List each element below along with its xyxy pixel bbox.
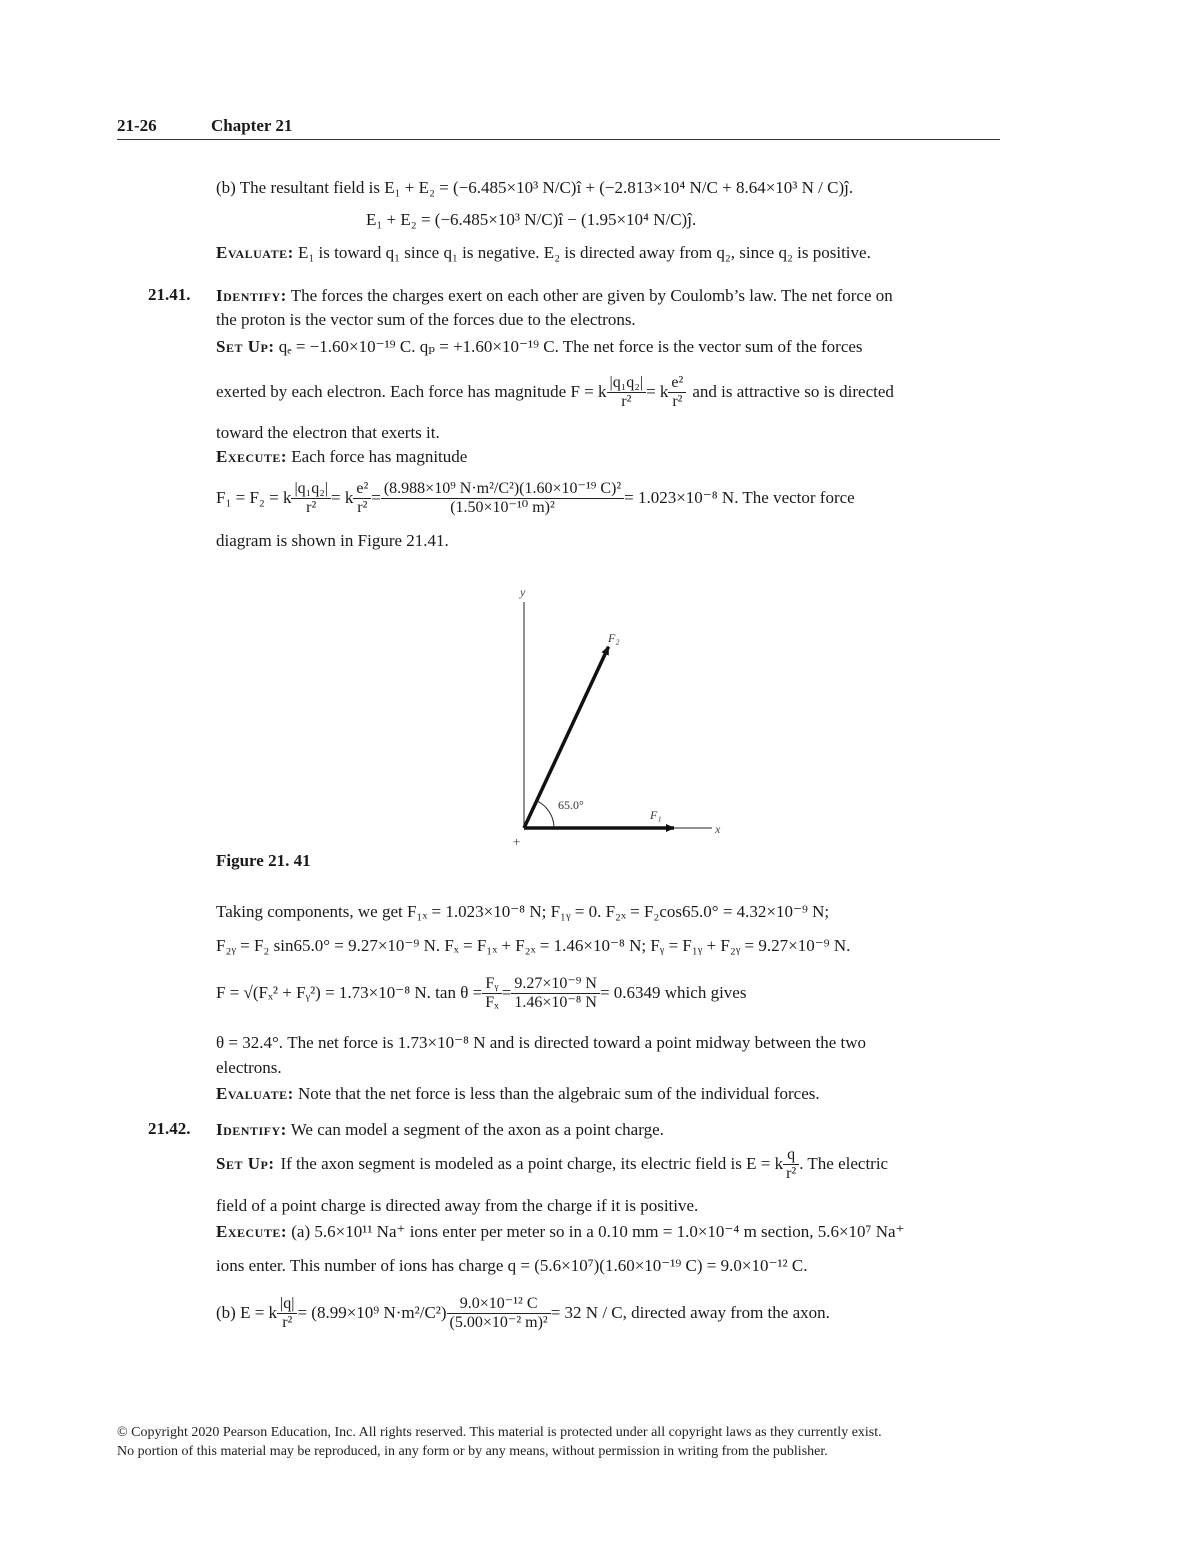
force-vector-diagram — [500, 580, 740, 850]
magnitude-equation — [216, 970, 746, 1016]
evaluate-label: Evaluate: — [216, 1084, 294, 1103]
force-fraction-3: $\frac{\text{(8.988×10⁹ N·m²/C²)(1.60×10⁻¹⁹ C)²}}{\text{(1.50×10⁻¹⁰ m)²}}$ — [381, 480, 624, 517]
identify-text: We can model a segment of the axon as a point charge. — [290, 1120, 664, 1139]
tan-fraction-1: $\frac{\text{Fᵧ}}{\text{Fₓ}}$ — [482, 975, 502, 1012]
force-fraction-2: $\frac{\text{e²}}{\text{r²}}$ — [353, 480, 371, 517]
problem-number-42: 21.42. — [148, 1119, 191, 1138]
setup-42 — [216, 1142, 888, 1186]
setup-text-b: . The electric — [799, 1154, 889, 1173]
components-line-2: F₂ᵧ = F₂ sin65.0° = 9.27×10⁻⁹ N. Fₓ = F₁ₓ + F₂ₓ = 1.46×10⁻⁸ N; Fᵧ = F₁ᵧ + F₂ᵧ = 9.27×10⁻⁹ N. — [216, 936, 851, 955]
copyright-line-1: © Copyright 2020 Pearson Education, Inc. All rights reserved. This material is protected under all copyright laws as they currently exist. — [117, 1425, 882, 1440]
identify-label: Identify: — [216, 1120, 287, 1139]
setup-text-a: If the axon segment is modeled as a point charge, its electric field is E = k — [280, 1154, 784, 1173]
part-b-line-2: E₁ + E₂ = (−6.485×10³ N/C)î − (1.95×10⁴ N/C)ĵ. — [366, 210, 697, 229]
figure-caption: Figure 21. 41 — [216, 851, 311, 870]
setup-label: Set Up: — [216, 337, 275, 356]
header-rule — [117, 139, 1000, 140]
components-line-1: Taking components, we get F₁ₓ = 1.023×10⁻⁸ N; F₁ᵧ = 0. F₂ₓ = F₂cos65.0° = 4.32×10⁻⁹ N; — [216, 902, 830, 921]
evaluate-text: Note that the net force is less than the algebraic sum of the individual forces. — [298, 1084, 820, 1103]
setup-label: Set Up: — [216, 1154, 275, 1173]
setup-text: qₑ = −1.60×10⁻¹⁹ C. qₚ = +1.60×10⁻¹⁹ C. The net force is the vector sum of the forces — [278, 337, 863, 356]
identify-text: The forces the charges exert on each other are given by Coulomb’s law. The net force on — [290, 286, 893, 305]
force-equation — [216, 474, 855, 522]
evaluate-b — [216, 242, 871, 264]
setup-text-2a: exerted by each electron. Each force has magnitude F = k — [216, 382, 607, 401]
execute-text: (a) 5.6×10¹¹ Na⁺ ions enter per meter so in a 0.10 mm = 1.0×10⁻⁴ m section, 5.6×10⁷ Na⁺ — [291, 1222, 905, 1241]
coulomb-fraction-1: $\frac{\text{|q₁q₂|}}{\text{r²}}$ — [607, 374, 647, 411]
x-axis-label: x — [715, 822, 721, 836]
magnitude-lhs: F = √(Fₓ² + Fᵧ²) = 1.73×10⁻⁸ N. tan θ = — [216, 983, 483, 1002]
identify-41-line-2: the proton is the vector sum of the forces due to the electrons. — [216, 310, 636, 329]
setup-42-line-2: field of a point charge is directed away from the charge if it is positive. — [216, 1196, 699, 1215]
force-fraction-1: $\frac{\text{|q₁q₂|}}{\text{r²}}$ — [291, 480, 331, 517]
execute-text: Each force has magnitude — [291, 447, 468, 466]
field-equation — [216, 1290, 830, 1336]
setup-41-line-3: toward the electron that exerts it. — [216, 423, 440, 442]
setup-41-line-2 — [216, 370, 894, 414]
execute-42-line-2: ions enter. This number of ions has charge q = (5.6×10⁷)(1.60×10⁻¹⁹ C) = 9.0×10⁻¹² C. — [216, 1256, 808, 1275]
tan-fraction-2: $\frac{\text{9.27×10⁻⁹ N}}{\text{1.46×10⁻⁸ N}}$ — [511, 975, 600, 1012]
setup-41 — [216, 336, 863, 358]
copyright-line-2: No portion of this material may be reproduced, in any form or by any means, without permission in writing from the publisher. — [117, 1444, 828, 1459]
field-mid: = (8.99×10⁹ N·m²/C²) — [297, 1303, 447, 1322]
execute-41 — [216, 446, 467, 468]
chapter-title: Chapter 21 — [211, 116, 293, 135]
force-eq: = k — [331, 488, 354, 507]
force-result: = 1.023×10⁻⁸ N. The vector force — [624, 488, 855, 507]
evaluate-label: Evaluate: — [216, 243, 294, 262]
theta-line: θ = 32.4°. The net force is 1.73×10⁻⁸ N and is directed toward a point midway between the two — [216, 1033, 866, 1052]
diagram-text: diagram is shown in Figure 21.41. — [216, 531, 449, 550]
evaluate-41 — [216, 1083, 820, 1105]
execute-label: Execute: — [216, 447, 288, 466]
angle-label: 65.0° — [558, 798, 584, 812]
field-fraction-2: $\frac{\text{9.0×10⁻¹² C}}{\text{(5.00×10⁻² m)²}}$ — [447, 1295, 551, 1332]
coulomb-fraction-2: $\frac{\text{e²}}{\text{r²}}$ — [668, 374, 686, 411]
force-eq-2: = — [371, 488, 381, 507]
field-fraction-1: $\frac{|q|}{\text{r²}}$ — [277, 1295, 297, 1332]
page-number: 21-26 — [117, 116, 157, 135]
force-lhs: F₁ = F₂ = k — [216, 488, 292, 507]
evaluate-text: E₁ is toward q₁ since q₁ is negative. E₂ is directed away from q₂, since q₂ is positive. — [298, 243, 871, 262]
identify-42 — [216, 1119, 664, 1141]
execute-42 — [216, 1221, 905, 1243]
angle-arc — [537, 801, 554, 828]
magnitude-result: = 0.6349 which gives — [599, 983, 747, 1002]
y-axis-label: y — [520, 585, 526, 599]
problem-number-41: 21.41. — [148, 285, 191, 304]
execute-label: Execute: — [216, 1222, 288, 1241]
field-fraction: $\frac{q}{\text{r²}}$ — [783, 1146, 799, 1183]
f1-label: F₁ — [650, 808, 662, 822]
proton-label: + — [513, 834, 521, 849]
identify-41 — [216, 285, 893, 307]
field-result: = 32 N / C, directed away from the axon. — [550, 1303, 830, 1322]
f2-label: F₂ — [608, 631, 620, 645]
field-lhs: (b) E = k — [216, 1303, 278, 1322]
setup-eq: = k — [646, 382, 669, 401]
part-b-line-1: (b) The resultant field is E₁ + E₂ = (−6.485×10³ N/C)î + (−2.813×10⁴ N/C + 8.64×10³ N / C)ĵ. — [216, 178, 854, 197]
setup-text-2b: and is attractive so is directed — [692, 382, 894, 401]
magnitude-eq: = — [501, 983, 512, 1002]
theta-line-2: electrons. — [216, 1058, 282, 1077]
identify-label: Identify: — [216, 286, 287, 305]
